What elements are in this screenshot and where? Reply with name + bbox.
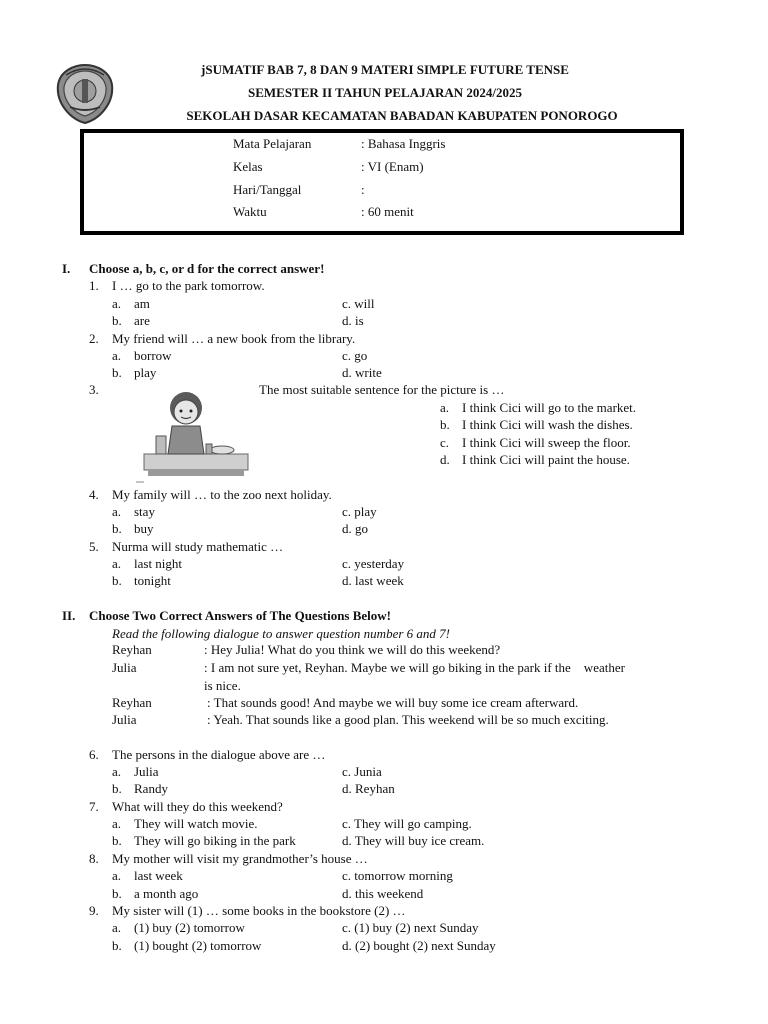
option-letter: a.	[112, 920, 122, 935]
option-b: a month ago	[134, 886, 199, 901]
question-text: Nurma will study mathematic …	[112, 539, 284, 554]
option-letter: d.	[440, 452, 450, 467]
option-a: I think Cici will go to the market.	[462, 400, 637, 415]
question-text: I … go to the park tomorrow.	[112, 278, 265, 293]
dialogue-speaker: Julia	[112, 712, 137, 727]
info-value-time: : 60 menit	[361, 204, 414, 219]
section-2-numeral: II.	[62, 608, 76, 623]
option-b: play	[134, 365, 157, 380]
option-a: borrow	[134, 348, 172, 363]
option-c: c. They will go camping.	[342, 816, 472, 831]
question-text: My family will … to the zoo next holiday.	[112, 487, 332, 502]
option-letter: b.	[112, 886, 122, 901]
option-letter: b.	[112, 521, 122, 536]
option-letter: a.	[440, 400, 450, 415]
option-c: c. play	[342, 504, 377, 519]
question-text: What will they do this weekend?	[112, 799, 283, 814]
question-text: My sister will (1) … some books in the bookstore (2) …	[112, 903, 406, 918]
question-text: The persons in the dialogue above are …	[112, 747, 326, 762]
info-value-subject: : Bahasa Inggris	[361, 136, 446, 151]
option-d: d. last week	[342, 573, 404, 588]
option-letter: a.	[112, 868, 122, 883]
dialogue-line: : Yeah. That sounds like a good plan. This weekend will be so much exciting.	[207, 712, 609, 727]
info-value-class: : VI (Enam)	[361, 159, 424, 174]
dialogue-speaker: Reyhan	[112, 642, 152, 657]
question-number: 7.	[89, 799, 99, 814]
option-letter: b.	[112, 365, 122, 380]
option-letter: b.	[112, 833, 122, 848]
option-b: are	[134, 313, 150, 328]
info-label-time: Waktu	[233, 204, 267, 219]
option-d: d. Reyhan	[342, 781, 395, 796]
option-letter: b.	[440, 417, 450, 432]
option-b: buy	[134, 521, 154, 536]
question-number: 1.	[89, 278, 99, 293]
option-d: d. (2) bought (2) next Sunday	[342, 938, 496, 953]
dialogue-line-continued: is nice.	[204, 678, 241, 693]
option-letter: b.	[112, 313, 122, 328]
girl-washing-dishes-picture	[136, 388, 254, 484]
option-b: tonight	[134, 573, 171, 588]
info-label-subject: Mata Pelajaran	[233, 136, 312, 151]
option-a: last night	[134, 556, 183, 571]
section-2-heading: Choose Two Correct Answers of The Questions Below!	[89, 608, 392, 623]
info-value-date: :	[361, 182, 365, 197]
dialogue-speaker: Reyhan	[112, 695, 152, 710]
option-a: last week	[134, 868, 183, 883]
dialogue-line: : That sounds good! And maybe we will buy some ice cream afterward.	[207, 695, 579, 710]
option-b: They will go biking in the park	[134, 833, 296, 848]
option-c: c. go	[342, 348, 368, 363]
document-title: jSUMATIF BAB 7, 8 DAN 9 MATERI SIMPLE FUTURE TENSE	[201, 62, 569, 77]
dialogue-line: : I am not sure yet, Reyhan. Maybe we will go biking in the park if the weather	[204, 660, 625, 675]
option-b: (1) bought (2) tomorrow	[134, 938, 262, 953]
question-text: My mother will visit my grandmother’s house …	[112, 851, 368, 866]
option-c: c. Junia	[342, 764, 382, 779]
question-number: 5.	[89, 539, 99, 554]
school-name: SEKOLAH DASAR KECAMATAN BABADAN KABUPATEN PONOROGO	[186, 108, 618, 123]
option-letter: b.	[112, 938, 122, 953]
option-c: I think Cici will sweep the floor.	[462, 435, 631, 450]
option-letter: a.	[112, 556, 122, 571]
option-d: d. this weekend	[342, 886, 424, 901]
dialogue-speaker: Julia	[112, 660, 137, 675]
question-number: 3.	[89, 382, 99, 397]
option-d: d. They will buy ice cream.	[342, 833, 485, 848]
option-b: I think Cici will wash the dishes.	[462, 417, 633, 432]
question-number: 9.	[89, 903, 99, 918]
section-1-numeral: I.	[62, 261, 71, 276]
info-label-class: Kelas	[233, 159, 263, 174]
dialogue-line: : Hey Julia! What do you think we will do this weekend?	[204, 642, 501, 657]
option-a: am	[134, 296, 150, 311]
option-letter: a.	[112, 816, 122, 831]
option-a: Julia	[134, 764, 159, 779]
option-letter: b.	[112, 781, 122, 796]
question-text: The most suitable sentence for the picture is …	[259, 382, 505, 397]
option-d: I think Cici will paint the house.	[462, 452, 630, 467]
option-a: They will watch movie.	[134, 816, 258, 831]
option-d: d. go	[342, 521, 368, 536]
option-a: (1) buy (2) tomorrow	[134, 920, 245, 935]
option-letter: c.	[440, 435, 450, 450]
option-letter: a.	[112, 504, 122, 519]
info-label-date: Hari/Tanggal	[233, 182, 302, 197]
option-letter: b.	[112, 573, 122, 588]
option-c: c. (1) buy (2) next Sunday	[342, 920, 479, 935]
question-number: 8.	[89, 851, 99, 866]
option-c: c. will	[342, 296, 375, 311]
option-letter: a.	[112, 764, 122, 779]
option-c: c. tomorrow morning	[342, 868, 453, 883]
question-number: 4.	[89, 487, 99, 502]
dialogue-instruction: Read the following dialogue to answer question number 6 and 7!	[112, 626, 450, 641]
question-number: 6.	[89, 747, 99, 762]
option-a: stay	[134, 504, 155, 519]
semester-line: SEMESTER II TAHUN PELAJARAN 2024/2025	[247, 85, 522, 100]
question-number: 2.	[89, 331, 99, 346]
option-d: d. is	[342, 313, 364, 328]
option-letter: a.	[112, 348, 122, 363]
option-c: c. yesterday	[342, 556, 405, 571]
section-1-heading: Choose a, b, c, or d for the correct answer!	[89, 261, 325, 276]
option-d: d. write	[342, 365, 382, 380]
option-b: Randy	[134, 781, 168, 796]
option-letter: a.	[112, 296, 122, 311]
question-text: My friend will … a new book from the library.	[112, 331, 356, 346]
